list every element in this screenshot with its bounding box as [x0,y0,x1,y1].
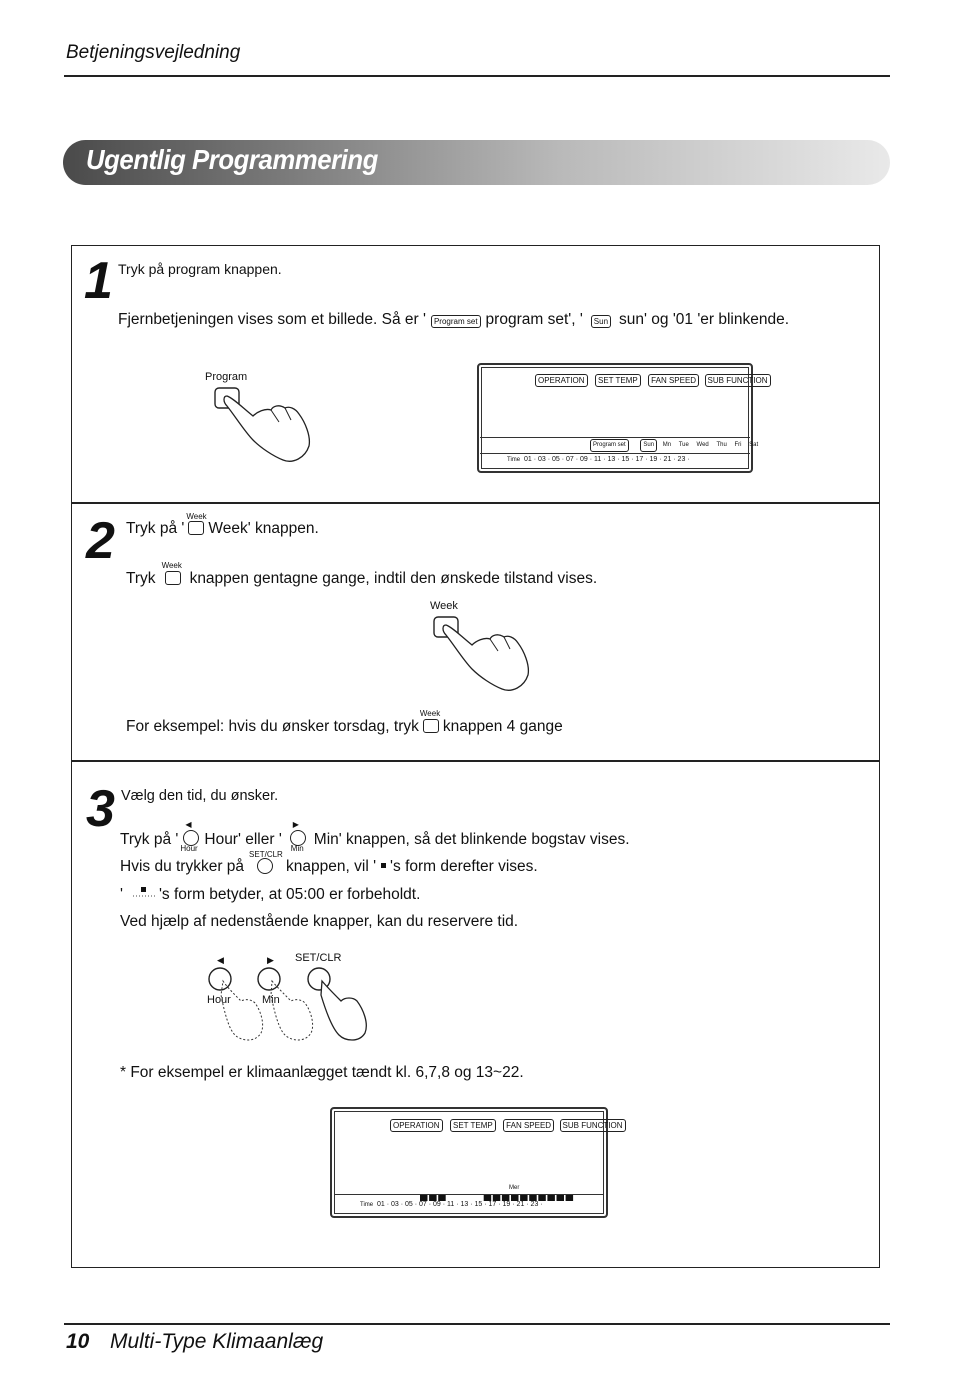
hour-small-label: Hour [180,844,198,853]
week-key-icon [184,512,208,538]
step-instruction [120,820,630,853]
day-wed: Wed [696,442,709,448]
operation-tag: OPERATION [390,1119,443,1132]
min-small-label: Min [290,844,304,853]
program-set-indicator: Program set [590,439,629,452]
setclr-small-label: SET/CLR [249,850,283,859]
right-arrow-icon: ▶ [292,820,299,829]
text: Fjernbetjeningen vises som et billede. Så er ' [118,311,426,328]
day-tue: Tue [678,442,689,448]
week-button-icon [165,571,181,585]
setclr-button-icon [257,858,273,874]
display-tags [390,1115,626,1133]
display-tags [535,370,771,388]
button-label: Program [205,371,248,383]
text: Hvis du trykker på [120,858,245,875]
text: 's form betyder, at 05:00 er forbeholdt. [158,886,421,903]
fan-speed-tag: FAN SPEED [503,1119,554,1132]
step-instruction [120,850,538,876]
example-note: * For eksempel er klimaanlægget tændt kl. 6,7,8 og 13~22. [120,1064,524,1081]
step-divider [71,502,880,504]
section-title: Ugentlig Programmering [86,144,378,175]
day-sat: Sat [749,442,759,448]
example-text [126,709,563,736]
time-scale: 01 · 03 · 05 · 07 · 09 · 11 · 13 · 15 · 17 · 19 · 21 · 23 · [524,456,690,463]
day-row [590,439,758,452]
reserved-hour-mark [566,1195,574,1201]
button-label: Min [262,994,280,1006]
sub-function-tag: SUB FUNCTION [705,374,771,387]
program-button-illustration [213,386,323,471]
day-sun: Sun [640,439,657,452]
day-mon: Mn [662,442,672,448]
button-label: Week [430,600,458,612]
fan-speed-tag: FAN SPEED [648,374,699,387]
step-number: 1 [84,252,113,310]
text: Hour' eller ' [204,831,282,848]
footer-rule [64,1323,890,1325]
setclr-key-icon [244,850,286,876]
page-number: 10 [66,1330,90,1353]
step-instruction [120,886,420,904]
step-instruction [126,512,319,538]
time-label: Time [507,457,521,463]
week-small-label: Week [419,709,441,718]
step-number: 3 [86,780,115,838]
week-small-label: Week [186,512,207,521]
text: knappen, vil ' [286,858,377,875]
text: Week' knappen. [208,520,319,537]
text: Tryk [126,570,156,587]
day-indicator: Mer [509,1185,520,1191]
week-button-illustration [432,615,542,700]
time-scale: 01 · 03 · 05 · 07 · 09 · 11 · 13 · 15 · 17 · 19 · 21 · 23 · [377,1201,543,1208]
step-instruction: Tryk på program knappen. [118,261,282,277]
reserved-0500-icon [123,889,159,899]
week-small-label: Week [161,561,182,570]
week-button-icon [423,719,439,733]
display-separator [480,437,750,438]
text: 's form derefter vises. [390,858,538,875]
reserved-hour-mark [547,1195,555,1201]
left-arrow-icon: ◀ [217,955,224,965]
operation-tag: OPERATION [535,374,588,387]
button-label: Hour [207,994,231,1006]
button-label: SET/CLR [295,952,342,964]
time-buttons-illustration [205,965,385,1050]
week-button-icon [188,521,204,535]
min-key-icon [282,820,314,853]
set-temp-tag: SET TEMP [450,1119,496,1132]
text: program set', ' [485,311,583,328]
reserve-mark-icon [376,858,390,876]
hour-key-icon [178,820,204,853]
step-number: 2 [86,512,115,570]
program-set-indicator: Program set [431,315,481,328]
reserved-slot-icon [129,887,165,901]
pressing-hand-icon [213,386,323,466]
footer-title: Multi-Type Klimaanlæg [110,1330,324,1353]
left-arrow-icon: ◀ [185,820,192,829]
text: knappen 4 gange [442,718,563,735]
set-temp-tag: SET TEMP [595,374,641,387]
step-instruction [126,561,598,588]
text: Tryk på ' [120,831,179,848]
text: For eksempel: hvis du ønsker torsdag, tryk [126,718,419,735]
day-fri: Fri [734,442,742,448]
header-rule [64,75,890,77]
sub-function-tag: SUB FUNCTION [560,1119,626,1132]
pressing-hand-icon [432,615,542,695]
sun-indicator: Sun [591,315,611,328]
reserved-hour-mark [557,1195,565,1201]
step-instruction: Vælg den tid, du ønsker. [121,788,279,804]
day-thu: Thu [716,442,727,448]
text: Min' knappen, så det blinkende bogstav vises. [313,831,630,848]
text: sun' og '01 'er blinkende. [619,311,790,328]
text: knappen gentagne gange, indtil den ønskede tilstand vises. [189,570,598,587]
step-instruction: Ved hjælp af nedenstående knapper, kan du reservere tid. [120,913,519,930]
pressing-hands-icon [205,965,385,1045]
week-key-icon [419,709,443,736]
right-arrow-icon: ▶ [267,955,274,965]
week-key-icon [156,561,190,588]
step-instruction [118,311,789,329]
text: Tryk på ' [126,520,185,537]
display-separator [480,453,750,454]
text: ' [120,886,123,903]
running-header: Betjeningsvejledning [66,42,241,63]
time-label: Time [360,1202,374,1208]
step-divider [71,760,880,762]
